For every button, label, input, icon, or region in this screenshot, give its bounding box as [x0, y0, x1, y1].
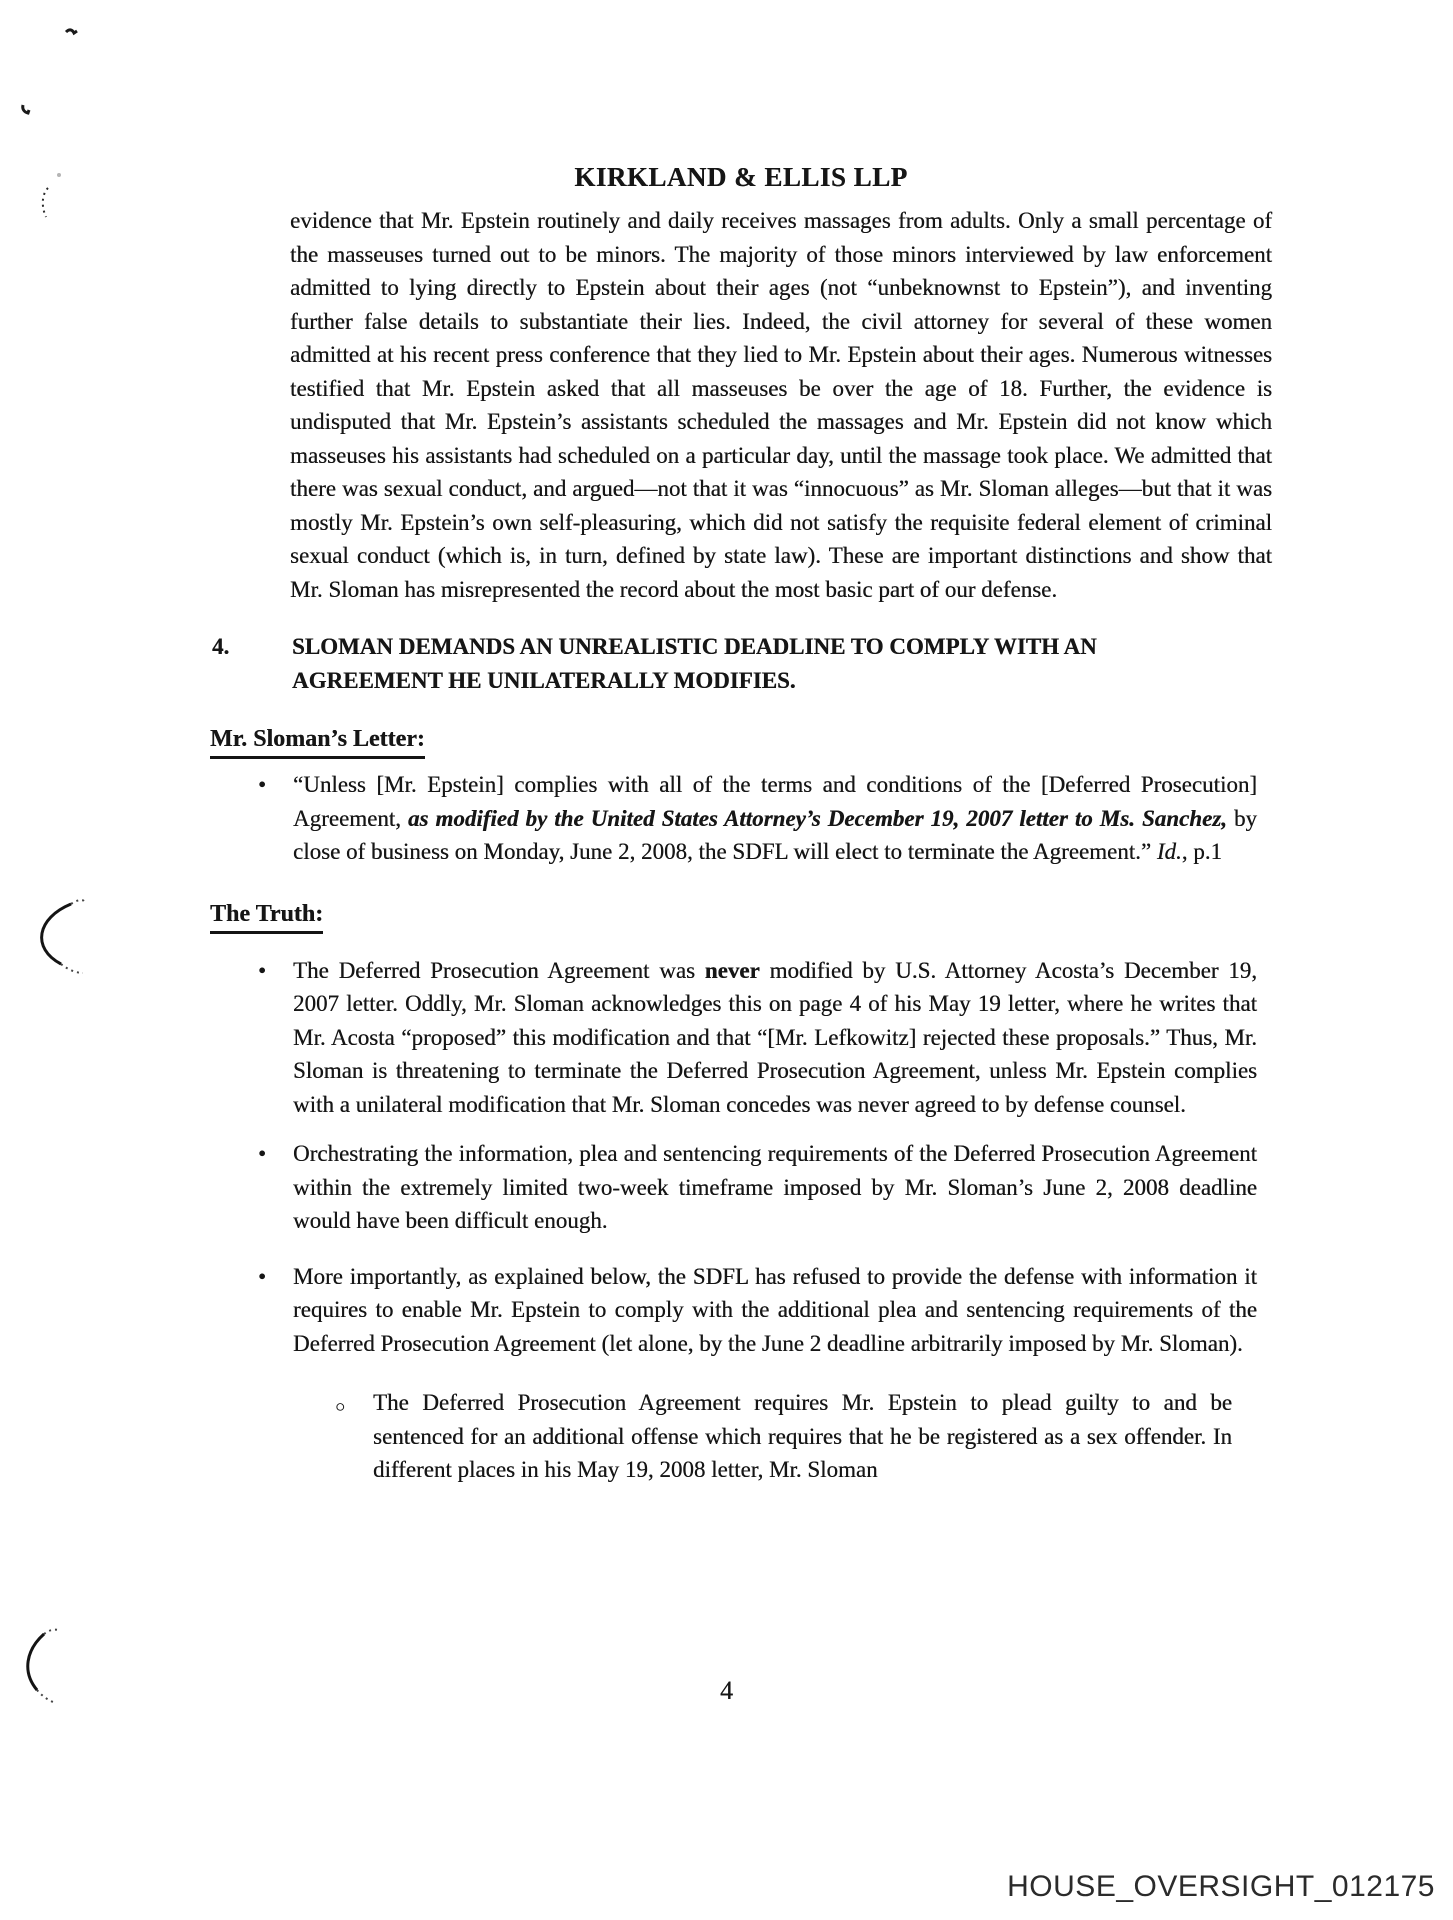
section-number: 4.	[212, 634, 230, 659]
truth-bullet-2-text: Orchestrating the information, plea and sentencing requirements of the Deferred Prosecution Agreement within the extremely limited two-week timeframe imposed by Mr. Sloman’s June 2, 2008 deadline would have been difficult enough.	[293, 1141, 1257, 1233]
bullet-icon: •	[258, 772, 267, 797]
letter-quote-citation: Id.	[1156, 839, 1182, 864]
truth-bullet-3	[258, 1260, 1257, 1361]
scan-dotted-mark	[38, 186, 52, 220]
truth-bullet-1-part1: The Deferred Prosecution Agreement was	[293, 957, 705, 983]
truth-heading-text: The Truth:	[210, 899, 323, 934]
bullet-icon: •	[258, 957, 267, 983]
bullet-icon: •	[258, 1141, 267, 1166]
section-title	[292, 630, 1097, 698]
truth-bullet-1-part3: modified by U.S. Attorney Acosta’s December 19, 2007 letter. Oddly, Mr. Sloman acknowledges this on page 4 of his May 19 letter, where he writes that Mr. Acosta “proposed” this modification and that “[Mr. Lefkowitz] rejected these proposals.” Thus, Mr. Sloman is threatening to terminate the Deferred Prosecution Agreement, unless Mr. Epstein complies with a unilateral modification that Mr. Sloman concedes was never agreed to by defense counsel.	[293, 957, 1257, 1117]
truth-bullet-1-text	[293, 954, 1257, 1122]
bullet-icon: •	[258, 1263, 267, 1289]
truth-heading	[210, 899, 1272, 934]
letter-quote-text	[293, 768, 1257, 869]
truth-bullet-2	[258, 1137, 1257, 1238]
document-content	[210, 0, 1272, 1487]
law-firm-header: KIRKLAND & ELLIS LLP	[574, 162, 908, 192]
scan-arc-mark-1	[25, 896, 85, 980]
section-4-heading	[210, 630, 1272, 698]
letter-quote-part5: , p.1	[1181, 839, 1222, 864]
sloman-letter-heading-text: Mr. Sloman’s Letter:	[210, 724, 425, 759]
section-title-line2: AGREEMENT HE UNILATERALLY MODIFIES.	[292, 668, 796, 693]
scan-dot	[57, 173, 61, 177]
letter-quote-part1: “Unless [Mr. Epstein] complies with all of the terms and conditions of the [Deferred Prosecution] Agreement,	[293, 772, 1257, 831]
scan-speck-top	[64, 26, 82, 42]
letter-quote-emphasis: as modified by the United States Attorney’s December 19, 2007 letter to Ms. Sanchez,	[407, 805, 1227, 831]
truth-bullet-1-never: never	[704, 957, 760, 983]
truth-sub-bullet-text: The Deferred Prosecution Agreement requires Mr. Epstein to plead guilty to and be sentenced for an additional offense which requires that he be registered as a sex offender. In different places in his May 19, 2008 letter, Mr. Sloman	[373, 1390, 1232, 1482]
letter-quote-bullet	[258, 768, 1257, 869]
intro-paragraph: evidence that Mr. Epstein routinely and daily receives massages from adults. Only a small percentage of the masseuses turned out to be minors. The majority of those minors interviewed by law enforcement admitted to lying directly to Epstein about their ages (not “unbeknownst to Epstein”), and inventing further false details to substantiate their lies. Indeed, the civil attorney for several of these women admitted at his recent press conference that they lied to Mr. Epstein about their ages. Numerous witnesses testified that Mr. Epstein asked that all masseuses be over the age of 18. Further, the evidence is undisputed that Mr. Epstein’s assistants scheduled the massages and Mr. Epstein did not know which masseuses his assistants had scheduled on a particular day, until the massage took place. We admitted that there was sexual conduct, and argued—not that it was “innocuous” as Mr. Sloman alleges—but that it was mostly Mr. Epstein’s own self-pleasuring, which did not satisfy the requisite federal element of criminal sexual conduct (which is, in turn, defined by state law). These are important distinctions and show that Mr. Sloman has misrepresented the record about the most basic part of our defense.	[290, 208, 1272, 602]
circle-bullet-icon: ○	[335, 1397, 346, 1416]
bates-number: HOUSE_OVERSIGHT_012175	[1007, 1870, 1435, 1903]
section-title-line1: SLOMAN DEMANDS AN UNREALISTIC DEADLINE TO COMPLY WITH AN	[292, 634, 1097, 659]
truth-bullet-1	[258, 954, 1257, 1122]
truth-bullet-3-text: More importantly, as explained below, the SDFL has refused to provide the defense with information it requires to enable Mr. Epstein to comply with the additional plea and sentencing requirements of the Deferred Prosecution Agreement (let alone, by the June 2 deadline arbitrarily imposed by Mr. Sloman).	[293, 1263, 1257, 1356]
scan-speck-left	[20, 103, 32, 115]
sloman-letter-heading	[210, 724, 1272, 759]
page-number: 4	[720, 1676, 733, 1705]
truth-sub-bullet	[335, 1386, 1232, 1487]
letter-quote-part3: by close of business on Monday, June 2, 2008, the SDFL will elect to terminate the Agreement.”	[293, 805, 1257, 864]
